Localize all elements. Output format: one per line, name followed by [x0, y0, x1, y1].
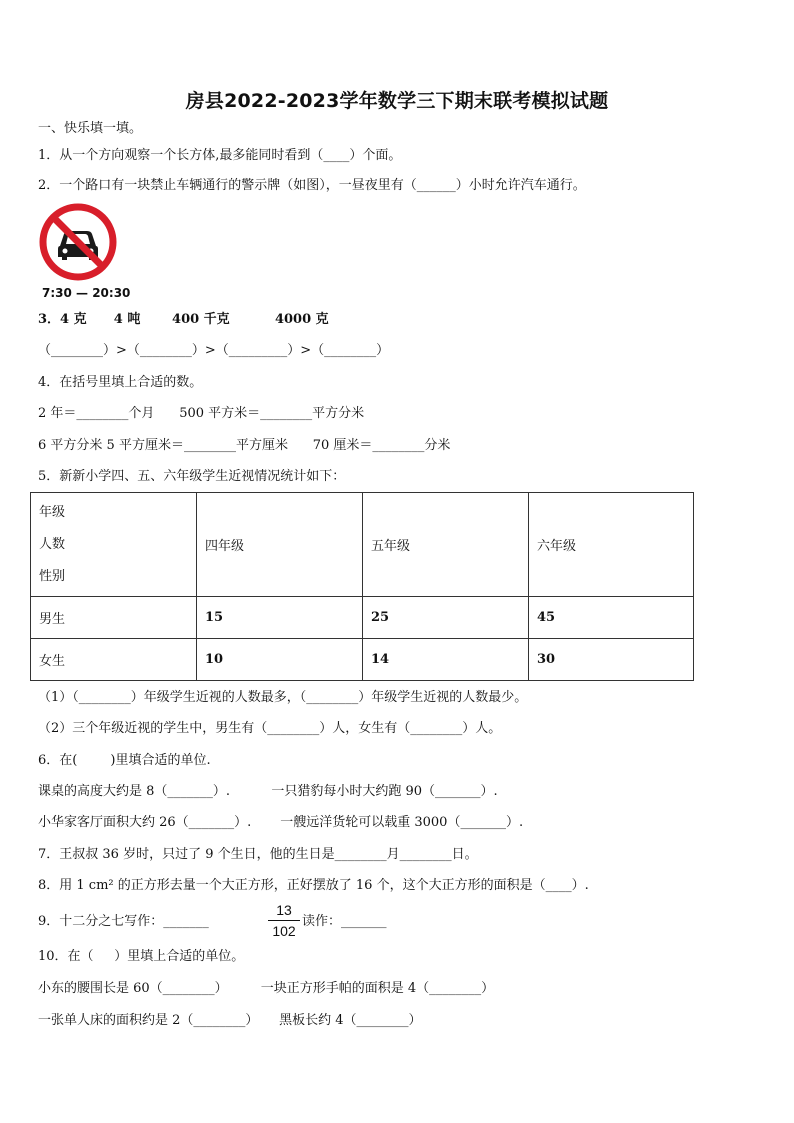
question-9-part-2: 读作：_______	[302, 914, 387, 929]
question-5-sub-2: （2）三个年级近视的学生中，男生有（________）人，女生有（________）人。	[38, 721, 502, 736]
table-row	[31, 639, 694, 681]
question-6: 6．在( )里填合适的单位.	[38, 753, 211, 768]
table-cell: 45	[529, 597, 694, 639]
question-4: 4．在括号里填上合适的数。	[38, 375, 203, 390]
column-header: 五年级	[363, 493, 529, 597]
table-cell: 15	[197, 597, 363, 639]
table-cell: 30	[529, 639, 694, 681]
sign-caption: 7:30 — 20:30	[42, 286, 131, 300]
question-9-part-1: 9．十二分之七写作：_______	[38, 914, 209, 929]
table-cell: 10	[197, 639, 363, 681]
question-10-line-1: 小东的腰围长是 60（________） 一块正方形手帕的面积是 4（________）	[38, 981, 495, 996]
question-4-line-2: 6 平方分米 5 平方厘米＝________平方厘米 70 厘米＝________分米	[38, 438, 451, 453]
question-3-answer: （________）>（________）>（_________）>（________）	[38, 343, 390, 358]
question-5-sub-1: （1）（________）年级学生近视的人数最多，（________）年级学生近视的人数最少。	[38, 690, 528, 705]
row-label: 男生	[31, 597, 197, 639]
question-8: 8．用 1 cm² 的正方形去量一个大正方形，正好摆放了 16 个，这个大正方形的面积是（____）.	[38, 878, 589, 893]
question-7: 7．王叔叔 36 岁时，只过了 9 个生日，他的生日是________月________日。	[38, 847, 478, 862]
fraction	[268, 902, 300, 939]
row-label: 女生	[31, 639, 197, 681]
section-heading: 一、快乐填一填。	[38, 121, 143, 136]
question-2: 2．一个路口有一块禁止车辆通行的警示牌（如图），一昼夜里有（______）小时允许汽车通行。	[38, 178, 586, 193]
myopia-stats-table	[30, 492, 694, 681]
page-title: 房县2022-2023学年数学三下期末联考模拟试题	[185, 90, 609, 112]
table-header-row	[31, 493, 694, 597]
question-5: 5．新新小学四、五、六年级学生近视情况统计如下：	[38, 469, 346, 484]
fraction-denominator: 102	[272, 923, 296, 939]
question-6-line-2: 小华家客厅面积大约 26（_______）. 一艘远洋货轮可以载重 3000（_______）.	[38, 815, 524, 830]
question-1: 1．从一个方向观察一个长方体,最多能同时看到（____）个面。	[38, 148, 402, 163]
fraction-bar	[268, 920, 300, 921]
question-10-line-2: 一张单人床的面积约是 2（________） 黑板长约 4（________）	[38, 1013, 422, 1028]
question-4-line-1: 2 年＝________个月 500 平方米＝________平方分米	[38, 406, 365, 421]
question-10: 10．在（ ）里填上合适的单位。	[38, 949, 245, 964]
no-vehicles-sign-icon	[38, 202, 118, 282]
table-row	[31, 597, 694, 639]
table-cell: 14	[363, 639, 529, 681]
corner-label-grade: 年级	[39, 504, 66, 520]
table-corner-cell	[31, 493, 197, 597]
column-header: 四年级	[197, 493, 363, 597]
question-3-items: 3．4 克 4 吨 400 千克 4000 克	[38, 312, 329, 327]
question-6-line-1: 课桌的高度大约是 8（_______）. 一只猎豹每小时大约跑 90（_______）.	[38, 784, 498, 799]
corner-label-gender: 性别	[39, 568, 66, 584]
column-header: 六年级	[529, 493, 694, 597]
fraction-numerator: 13	[276, 902, 292, 918]
table-cell: 25	[363, 597, 529, 639]
corner-label-count: 人数	[39, 536, 66, 552]
